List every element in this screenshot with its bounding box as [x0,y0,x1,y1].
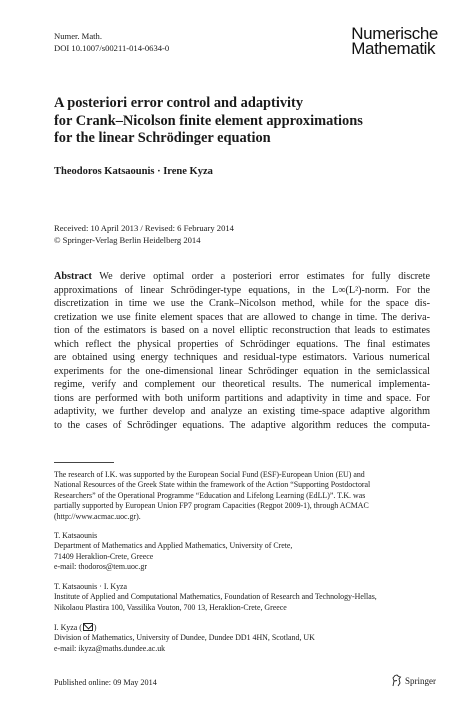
title-line: for the linear Schrödinger equation [54,130,271,146]
received-date: Received: 10 April 2013 / Revised: 6 February 2014 [54,223,234,233]
affiliation-katsaounis [54,531,292,573]
corresponding-author-name: I. Kyza [54,623,78,632]
footnote-line: The research of I.K. was supported by the European Social Fund (ESF)-European Union (EU) and [54,470,365,479]
journal-logo-line-1: Numerische [351,24,438,43]
publisher-logo [391,674,436,687]
abstract-text: We derive optimal order a posteriori error estimates for fully discrete [99,271,430,282]
abstract-line: to the cases of Schrödinger equations. The adaptive algorithm reduces the computa- [54,419,430,431]
affiliation-line: Division of Mathematics, University of Dundee, Dundee DD1 4HN, Scotland, UK [54,633,315,643]
affiliation-email[interactable]: e-mail: thodoros@tem.uoc.gr [54,562,147,572]
article-history [54,222,234,246]
abstract-line: which reflect the physical properties of Schrödinger equations. The final estimates [54,338,430,350]
affiliation-iacm [54,582,377,613]
title-line: A posteriori error control and adaptivity [54,95,304,111]
journal-logo-line-2: Mathematik [351,39,436,58]
springer-horse-icon [391,674,402,687]
abstract-line: tions are performed with both uniform partitions and adaptivity in time and space. For [54,392,430,404]
publisher-name: Springer [405,675,436,686]
abstract-line: tion of the estimators is based on a novel elliptic reconstruction that leads to estimates [54,325,430,336]
affiliation-line: T. Katsaounis [54,531,98,540]
footnote-divider [54,462,114,463]
affiliation-email[interactable]: e-mail: ikyza@maths.dundee.ac.uk [54,643,166,653]
published-date: Published online: 09 May 2014 [54,678,157,687]
abstract [54,270,430,432]
journal-logo [351,26,438,56]
affiliation-line: Nikolaou Plastira 100, Vassilika Vouton, 700 13, Heraklion-Crete, Greece [54,602,287,612]
affiliation-line: Institute of Applied and Computational Mathematics, Foundation of Research and Technology-Hellas, [54,592,377,602]
journal-reference [54,30,169,54]
affiliation-line: I. Kyza ( ) [54,623,97,632]
affiliation-line: T. Katsaounis · I. Kyza [54,582,128,591]
abstract-line: regime, verify and complement our theoretical results. The numerical implementa- [54,379,430,390]
abstract-line: approximations of linear Schrödinger-type equations, in the L∞(L²)-norm. For the [54,284,430,296]
abstract-line: adaptivity, we further develop and analyze an existing time-space adaptive algorithm [54,406,430,417]
abstract-line: are obtained using energy techniques and residual-type estimators. Various numerical [54,352,430,363]
footnote-line: Researchers” of the Operational Programme “Education and Lifelong Learning (EdLL)”. T.K. was [54,490,366,500]
paper-title [54,95,434,148]
abstract-line: experiments for the one-dimensional linear Schrödinger equation in the semiclassical [54,365,430,377]
author-list: Theodoros Katsaounis · Irene Kyza [54,166,213,177]
acmac-link[interactable]: http://www.acmac.uoc.gr [56,511,137,521]
abstract-line: discretization in time we use the Crank–Nicolson method, while for the space dis- [54,298,430,309]
affiliation-line: Department of Mathematics and Applied Mathematics, University of Crete, [54,541,293,551]
abstract-line [54,270,430,284]
journal-doi: DOI 10.1007/s00211-014-0634-0 [54,43,170,53]
funding-footnote [54,470,430,522]
abstract-label: Abstract [54,271,92,282]
title-line: for Crank–Nicolson finite element approximations [54,112,363,129]
affiliation-kyza [54,623,315,654]
footnote-line: partially supported by European Union FP7 program Capacities (Regpot 2009-1), through ACMAC [54,501,369,511]
journal-name: Numer. Math. [54,31,102,41]
copyright-line: © Springer-Verlag Berlin Heidelberg 2014 [54,235,201,245]
affiliation-line: 71409 Heraklion-Crete, Greece [54,551,154,561]
envelope-icon [83,623,93,631]
abstract-line: cretization we use finite element spaces that are allowed to change in time. The deriva- [54,311,430,323]
footnote-line: (http://www.acmac.uoc.gr). [54,511,141,521]
footnote-line: National Resources of the Greek State within the framework of the Action “Supporting Postdoctoral [54,480,371,490]
